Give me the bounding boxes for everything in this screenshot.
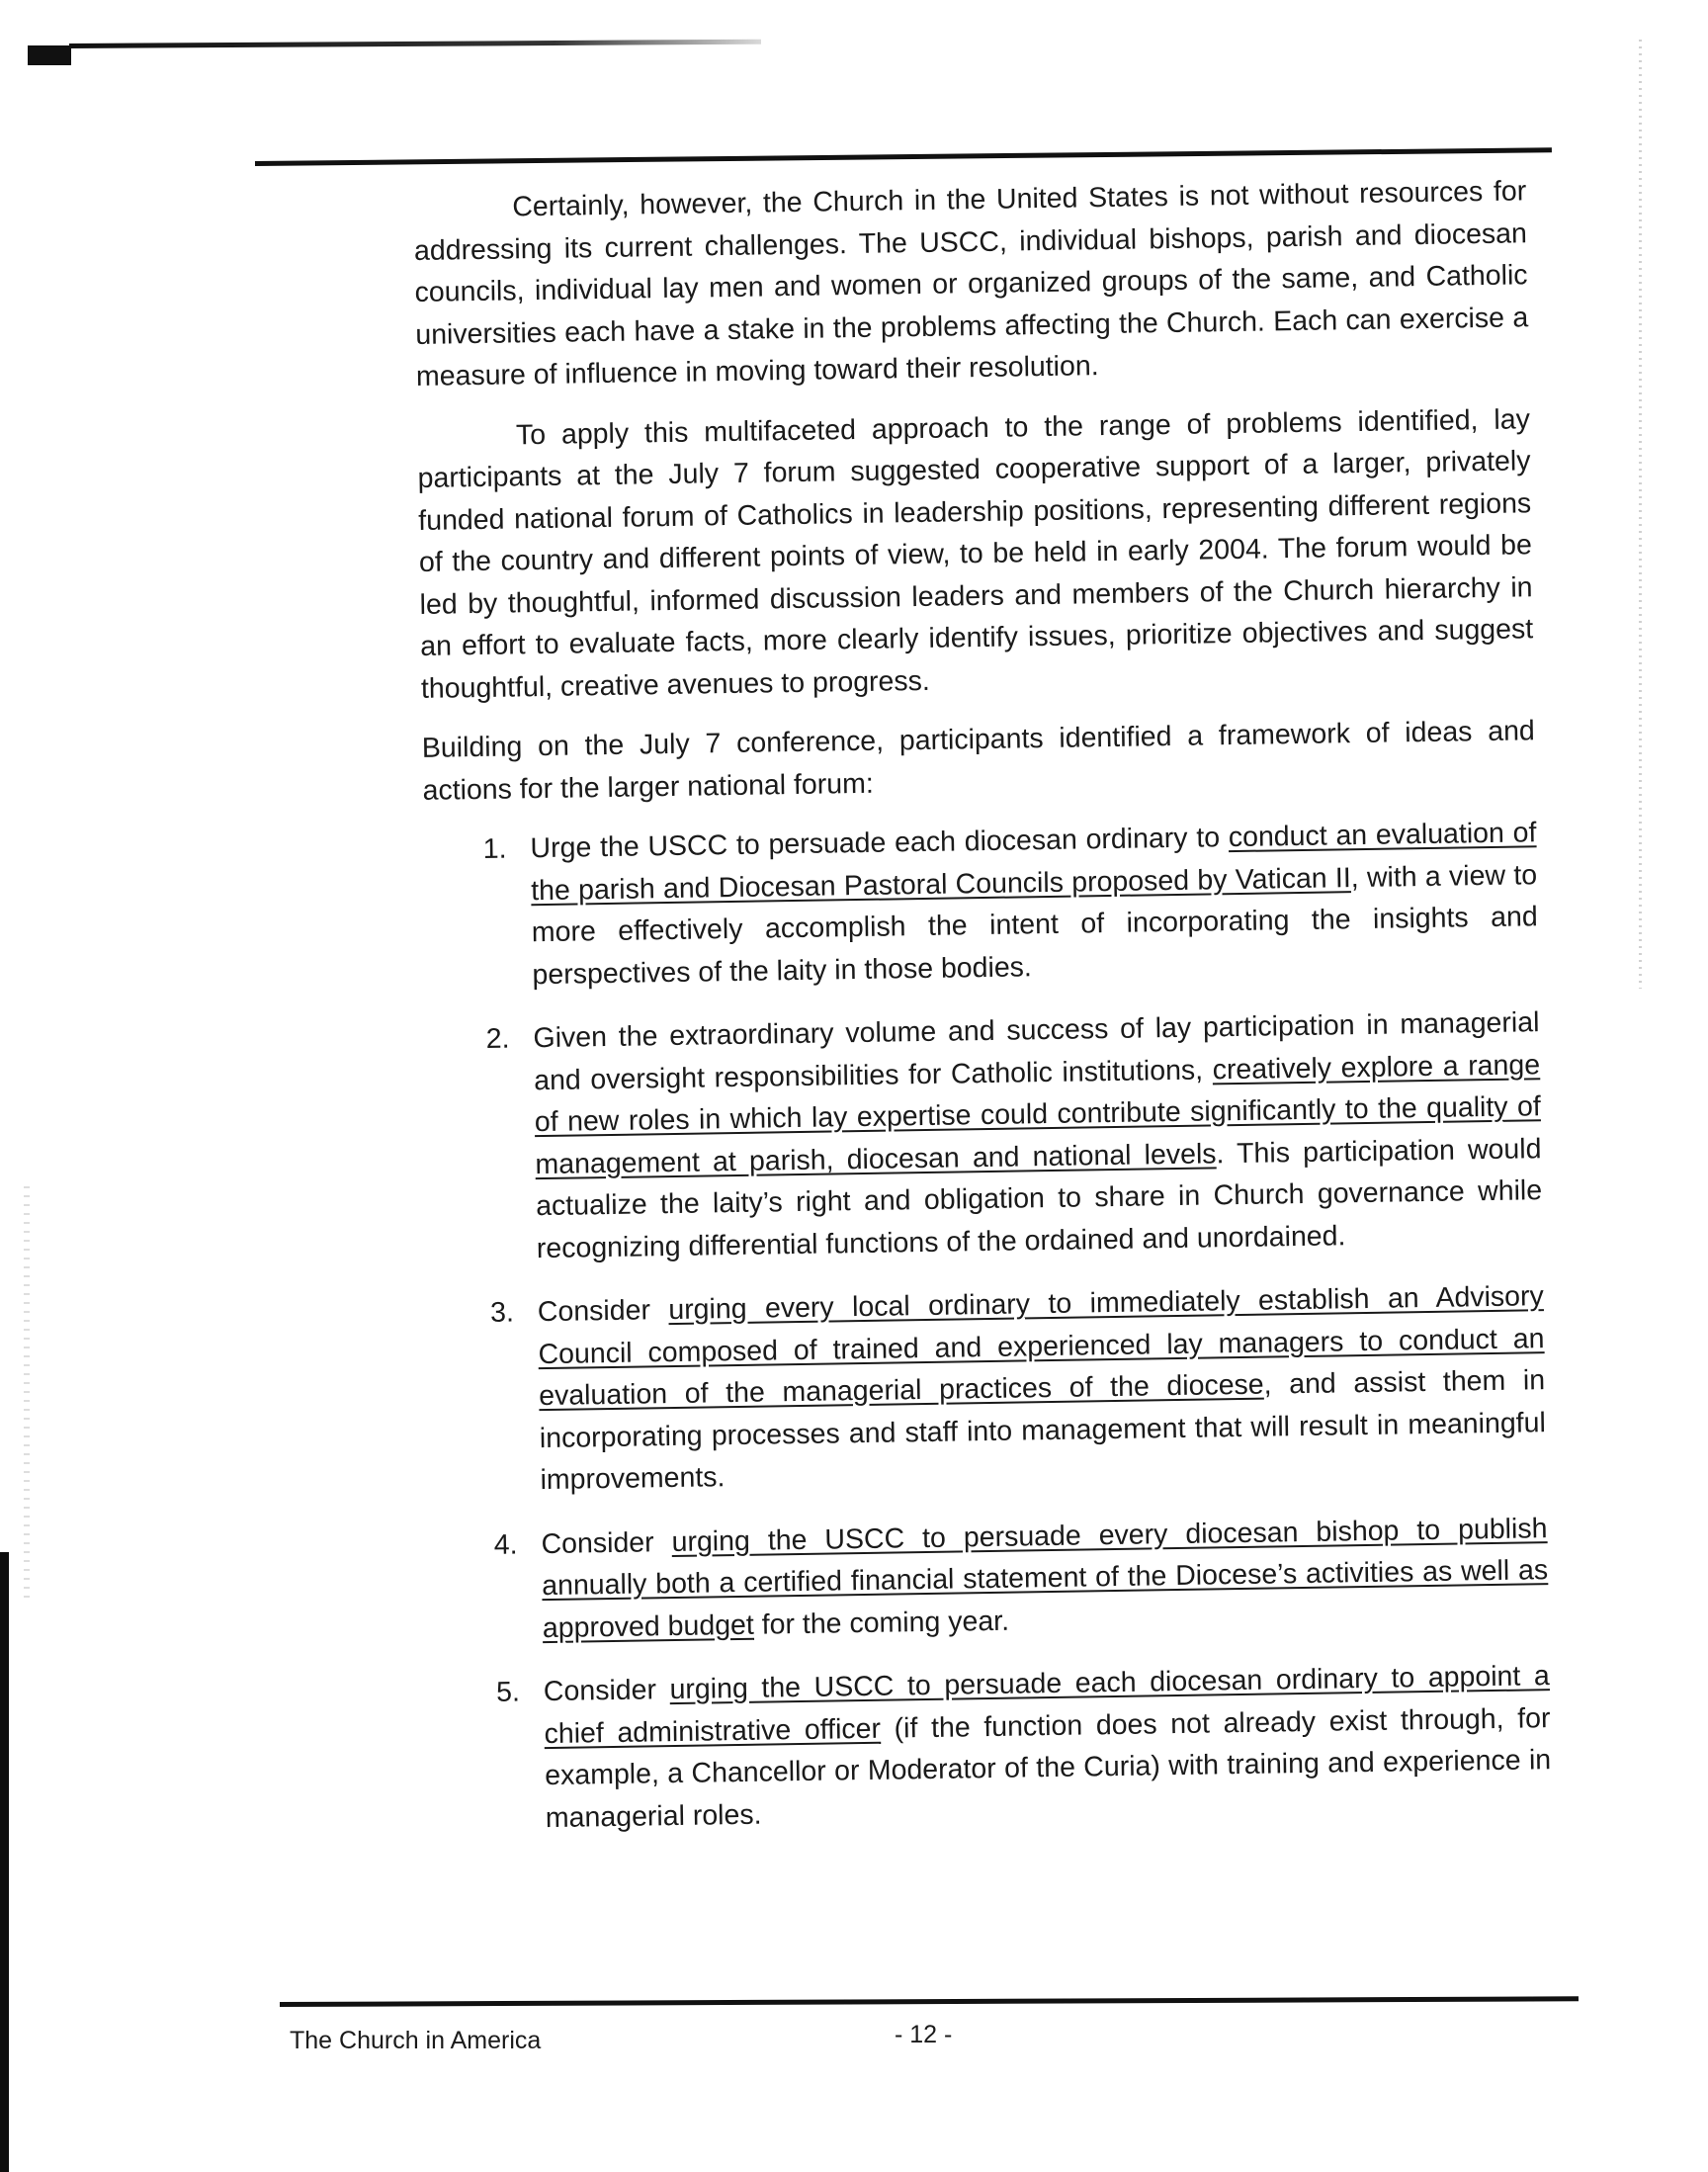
list-item-text — [541, 1508, 1549, 1649]
list-item-text-pre: Consider — [537, 1294, 669, 1329]
page-number: - 12 - — [895, 2021, 953, 2048]
list-item-text-underlined: creatively explore a range of new roles in which lay expertise could contribute significantly to the quality of management at parish, diocesan and national levels — [534, 1048, 1541, 1180]
list-item — [426, 1001, 1543, 1271]
list-item-number: 4. — [493, 1528, 518, 1561]
list-item-text-pre: Consider — [543, 1674, 670, 1708]
list-item-text-post: , and assist them in incorporating processes and staff into management that will result in meaningful improvements. — [539, 1364, 1547, 1497]
list-item-text-underlined: urging the USCC to persuade every diocesan bishop to publish annually both a certified financial statement of the Diocese’s activities as well as approved budget — [541, 1512, 1549, 1644]
footer-title: The Church in America — [290, 2027, 542, 2054]
list-item-text-pre: Consider — [541, 1525, 672, 1560]
list-item-text-pre: Urge the USCC to persuade each diocesan ordinary to — [530, 822, 1230, 865]
recommendation-list — [423, 812, 1552, 1841]
list-item — [431, 1275, 1547, 1503]
page-body — [413, 170, 1552, 1862]
list-item-text-post: . This participation would actualize the laity’s right and obligation to share in Church governance while recognizing differential functions of the ordained and unordained. — [535, 1132, 1543, 1264]
footer-rule — [280, 1996, 1579, 2007]
list-item-text — [530, 812, 1539, 996]
list-item-text-post: (if the function does not already exist through, for example, a Chancellor or Moderator of the Curia) with training and experience in managerial roles. — [544, 1701, 1552, 1834]
body-paragraph-3: Building on the July 7 conference, participants identified a framework of ideas and actions for the larger national forum: — [421, 715, 1536, 807]
list-item-number: 2. — [485, 1022, 510, 1055]
scan-artifact-top-line — [69, 40, 761, 48]
scan-artifact-right-speckle — [1639, 40, 1642, 989]
list-item-text — [533, 1001, 1543, 1269]
body-paragraph-1: Certainly, however, the Church in the United States is not without resources for addressing its current challenges. The USCC, individual bishops, parish and diocesan councils, individual lay men and women or organized groups of the same, and Catholic universities each have a stake in the problems affecting the Church. Each can exercise a measure of influence in moving toward their resolution. — [413, 175, 1529, 392]
list-item-text — [538, 1275, 1547, 1501]
list-item-text-underlined: urging every local ordinary to immediately establish an Advisory Council composed of trained and experienced lay managers to conduct an evaluation of the managerial practices of the diocese — [538, 1280, 1545, 1413]
scan-artifact-corner — [28, 45, 71, 65]
list-item-text-post: , with a view to more effectively accomplish the intent of incorporating the insights and perspectives of the laity in those bodies. — [531, 858, 1538, 991]
body-paragraph-2: To apply this multifaceted approach to the range of problems identified, lay participants at the July 7 forum suggested cooperative support of a larger, privately funded national forum of Catholics in leadership positions, representing different regions of the country and different points of view, to be held in early 2004. The forum would be led by thoughtful, informed discussion leaders and members of the Church hierarchy in an effort to evaluate facts, more clearly identify issues, prioritize objectives and suggest thoughtful, creative avenues to progress. — [417, 402, 1534, 705]
list-item — [423, 812, 1539, 998]
list-item-text-pre: Given the extraordinary volume and success of lay participation in managerial and oversight responsibilities for Catholic institutions, — [533, 1006, 1540, 1096]
list-item — [434, 1508, 1549, 1651]
scan-artifact-left-speckle — [24, 1186, 30, 1602]
list-item-number: 3. — [489, 1296, 515, 1329]
header-rule — [255, 147, 1552, 166]
list-item-number: 5. — [495, 1676, 521, 1708]
list-item — [437, 1655, 1553, 1841]
scan-artifact-left-edge — [0, 1552, 9, 2172]
list-item-text-underlined: urging the USCC to persuade each diocesan ordinary to appoint a chief administrative officer — [544, 1660, 1551, 1750]
list-item-text-post: for the coming year. — [753, 1605, 1010, 1641]
list-item-text-underlined: conduct an evaluation of the parish and Diocesan Pastoral Councils proposed by Vatican II — [530, 817, 1537, 907]
list-item-text — [544, 1655, 1553, 1839]
list-item-number: 1. — [482, 832, 507, 865]
